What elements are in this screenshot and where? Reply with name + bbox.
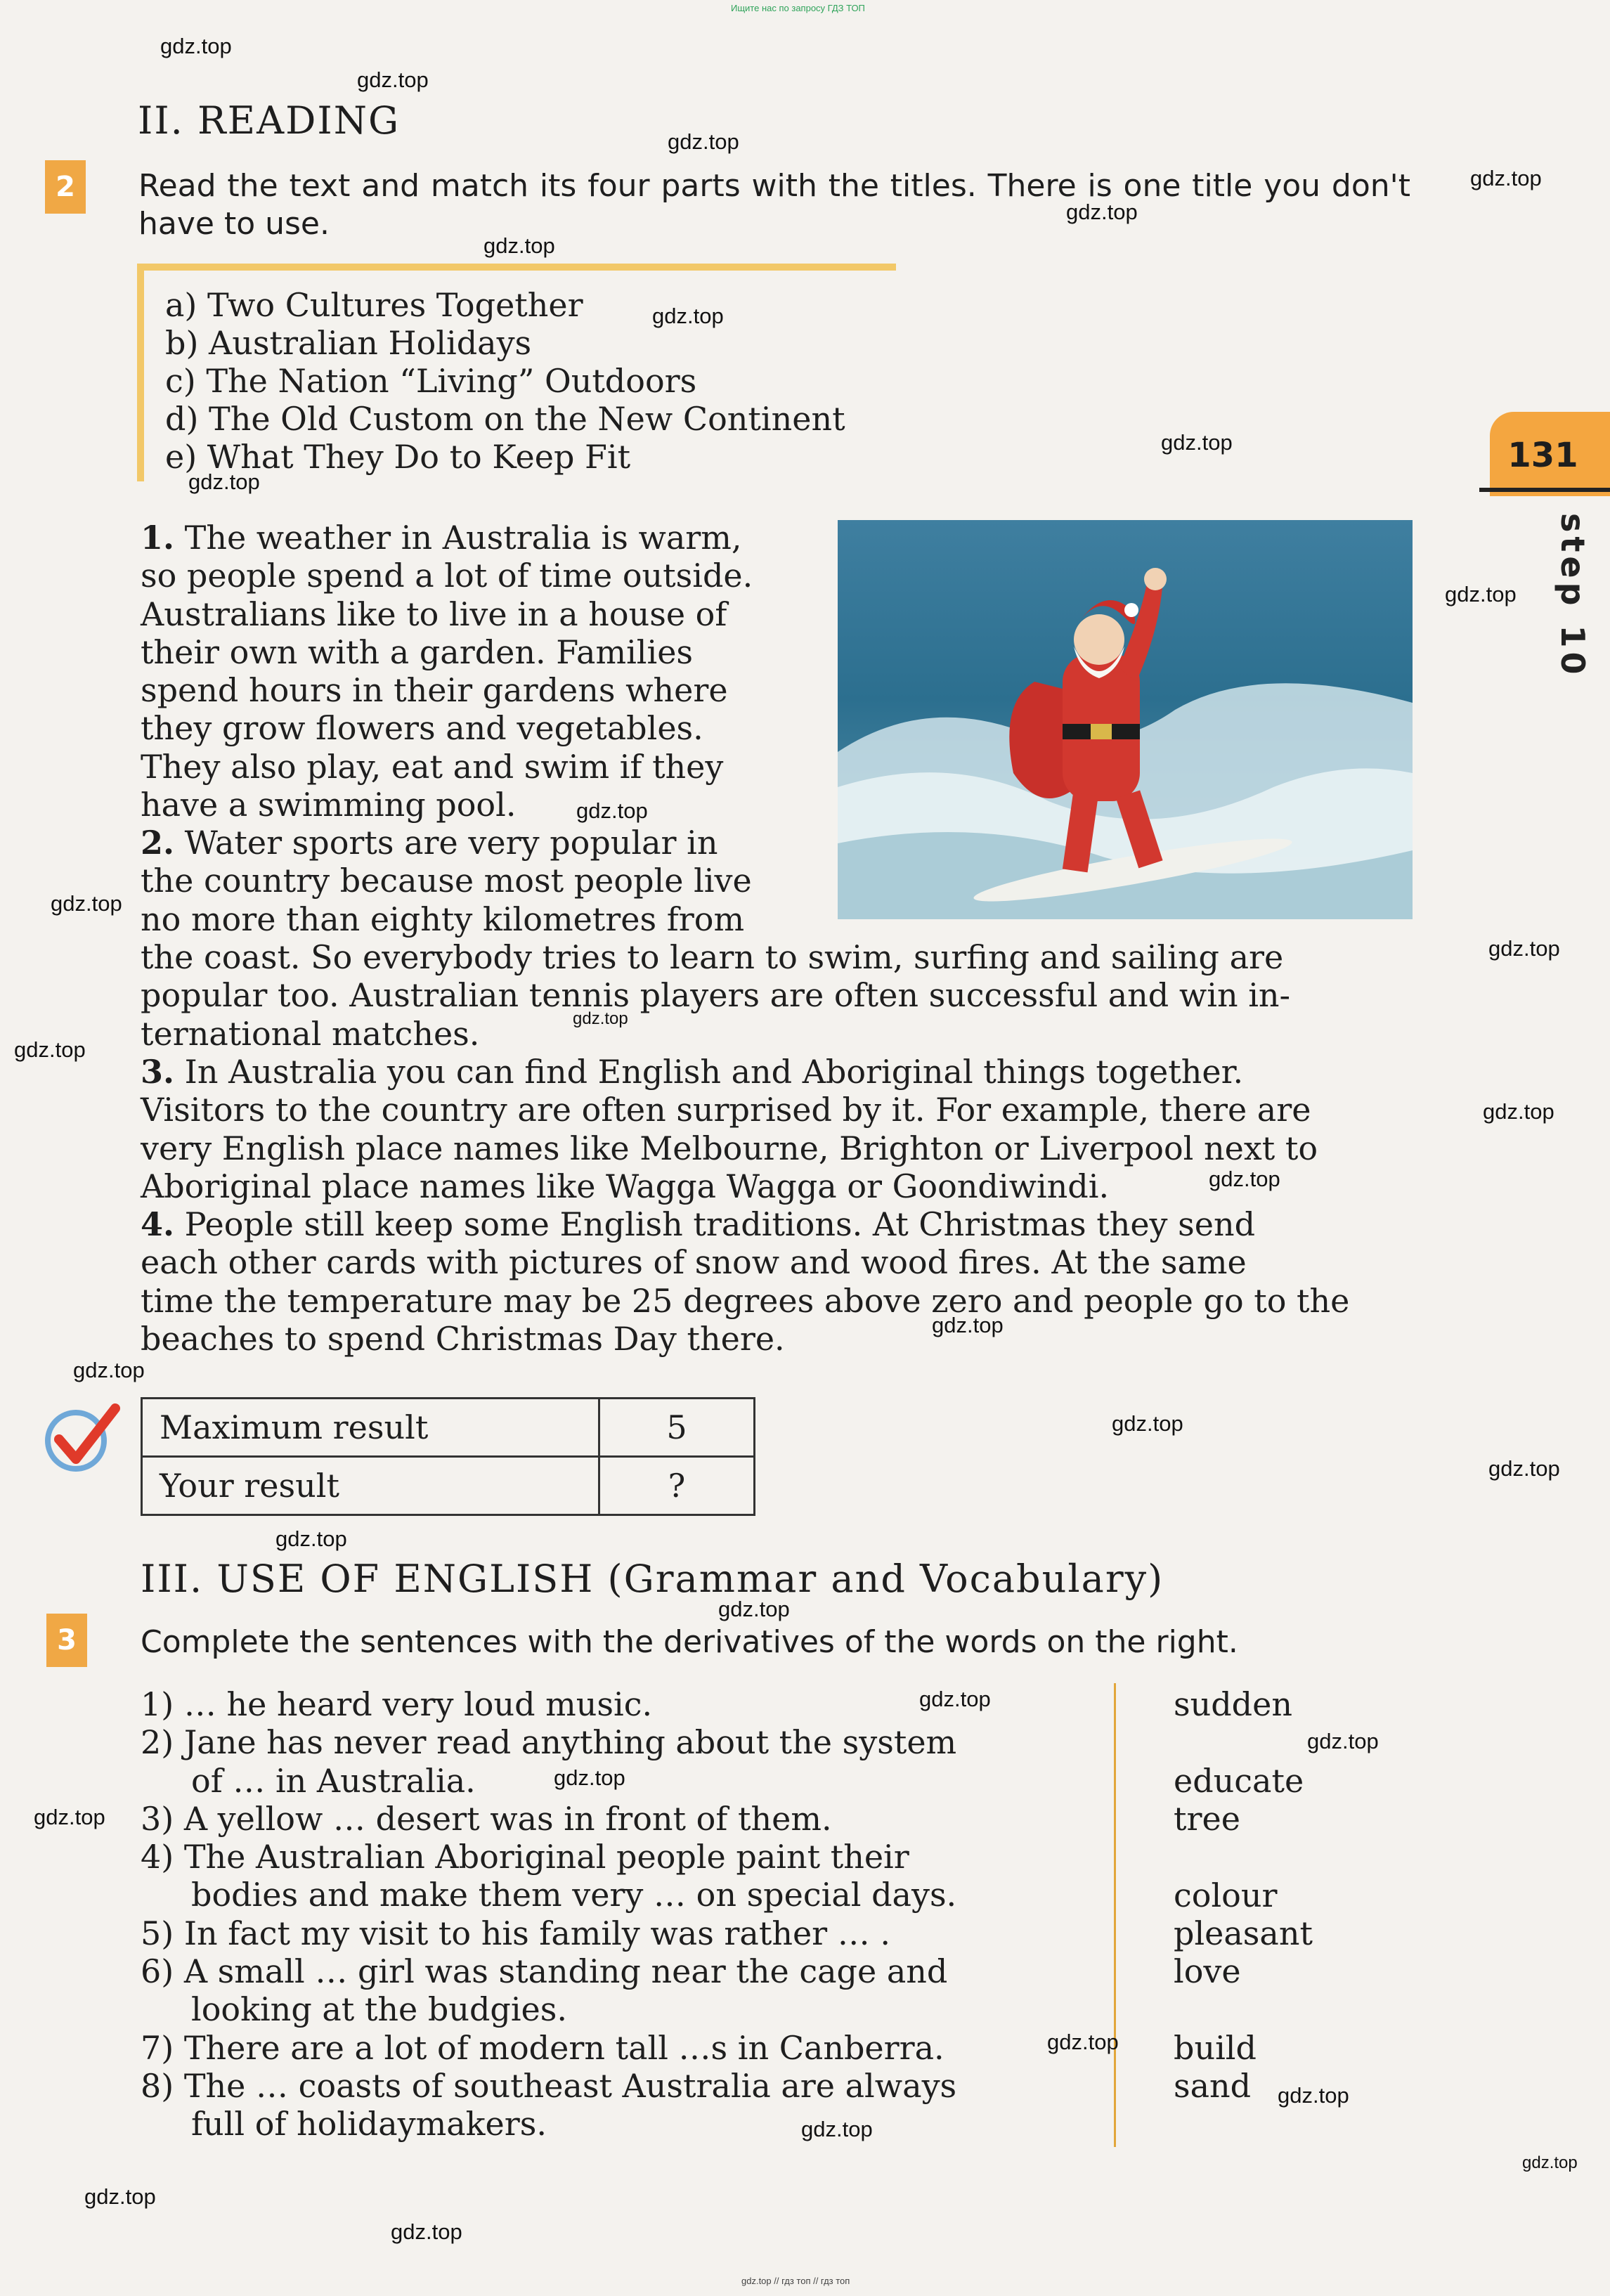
text-line: the coast. So everybody tries to learn to swim, surfing and sailing are bbox=[141, 938, 1284, 976]
text-line: very English place names like Melbourne, Brighton or Liverpool next to bbox=[141, 1129, 1318, 1167]
watermark-text: gdz.top bbox=[1047, 2030, 1119, 2054]
text-line: spend hours in their gardens where bbox=[141, 671, 728, 710]
task-number-badge: 2 bbox=[45, 160, 86, 214]
list-item-continued: full of holidaymakers. bbox=[191, 2105, 547, 2143]
titles-box bbox=[137, 264, 896, 481]
text-line: time the temperature may be 25 degrees above zero and people go to the bbox=[141, 1281, 1350, 1320]
reading-instruction: Read the text and match its four parts with the titles. There is one title you don't have to use. bbox=[138, 168, 1410, 242]
list-item: 2) Jane has never read anything about the system bbox=[141, 1723, 957, 1762]
title-option: d) The Old Custom on the New Continent bbox=[165, 400, 845, 438]
list-item-continued: bodies and make them very … on special days. bbox=[191, 1876, 957, 1914]
watermark-text: gdz.top bbox=[718, 1597, 790, 1621]
watermark-text: gdz.top bbox=[391, 2219, 462, 2244]
table-row bbox=[142, 1457, 755, 1515]
text-line: The weather in Australia is warm, bbox=[184, 519, 742, 557]
column-divider bbox=[1114, 1683, 1116, 2147]
watermark-text: gdz.top bbox=[1307, 1729, 1379, 1753]
word-sudden: sudden bbox=[1174, 1685, 1292, 1723]
paragraph-2-continued bbox=[141, 938, 1413, 1053]
watermark-text: gdz.top bbox=[932, 1313, 1004, 1337]
paragraph-number: 2. bbox=[141, 824, 175, 862]
use-of-english-instruction: Complete the sentences with the derivatives of the words on the right. bbox=[141, 1624, 1238, 1660]
watermark-text: gdz.top bbox=[73, 1358, 145, 1382]
title-option: b) Australian Holidays bbox=[165, 324, 532, 362]
text-line: no more than eighty kilometres from bbox=[141, 900, 745, 938]
watermark-text: gdz.top bbox=[576, 798, 648, 823]
list-item: 5) In fact my visit to his family was rather … . bbox=[141, 1914, 891, 1952]
text-line: popular too. Australian tennis players are often successful and win in- bbox=[141, 976, 1291, 1015]
word-educate: educate bbox=[1174, 1762, 1304, 1800]
table-row bbox=[142, 1399, 755, 1457]
watermark-text: gdz.top bbox=[1522, 2153, 1578, 2172]
list-item-continued: looking at the budgies. bbox=[191, 1990, 567, 2029]
your-result-label: Your result bbox=[142, 1457, 599, 1515]
list-item: 1) … he heard very loud music. bbox=[141, 1685, 653, 1723]
watermark-text: gdz.top bbox=[573, 1009, 628, 1028]
watermark-text: gdz.top bbox=[1161, 430, 1233, 455]
bottom-note: gdz.top // гдз топ // гдз топ bbox=[741, 2276, 850, 2286]
list-item: 4) The Australian Aboriginal people paint their bbox=[141, 1838, 909, 1876]
text-line: People still keep some English traditions. At Christmas they send bbox=[184, 1205, 1256, 1243]
text-line: have a swimming pool. bbox=[141, 786, 517, 824]
paragraph-4 bbox=[141, 1205, 1413, 1358]
word-sand: sand bbox=[1174, 2067, 1252, 2105]
watermark-text: gdz.top bbox=[51, 891, 122, 916]
paragraph-number: 4. bbox=[141, 1205, 175, 1243]
watermark-text: gdz.top bbox=[652, 304, 724, 328]
text-line: their own with a garden. Families bbox=[141, 633, 694, 671]
task-number-badge: 3 bbox=[46, 1614, 87, 1667]
text-line: each other cards with pictures of snow and wood fires. At the same bbox=[141, 1243, 1247, 1282]
title-option: a) Two Cultures Together bbox=[165, 286, 583, 324]
max-result-value: 5 bbox=[599, 1399, 755, 1457]
reading-heading: II. READING bbox=[138, 98, 401, 143]
paragraph-number: 1. bbox=[141, 519, 175, 557]
watermark-text: gdz.top bbox=[1488, 936, 1560, 961]
list-item: 8) The … coasts of southeast Australia are always bbox=[141, 2066, 957, 2105]
your-result-value[interactable]: ? bbox=[599, 1457, 755, 1515]
watermark-text: gdz.top bbox=[1209, 1167, 1280, 1191]
text-line: They also play, eat and swim if they bbox=[141, 747, 724, 786]
title-option: e) What They Do to Keep Fit bbox=[165, 438, 631, 476]
text-line: beaches to spend Christmas Day there. bbox=[141, 1319, 785, 1358]
word-tree: tree bbox=[1174, 1800, 1240, 1838]
watermark-text: gdz.top bbox=[1066, 200, 1138, 224]
paragraph-2 bbox=[141, 824, 798, 938]
watermark-text: gdz.top bbox=[1488, 1456, 1560, 1481]
result-table bbox=[141, 1397, 755, 1516]
use-of-english-heading: III. USE OF ENGLISH (Grammar and Vocabulary) bbox=[141, 1557, 1164, 1601]
page-tab-divider bbox=[1479, 488, 1610, 492]
watermark-text: gdz.top bbox=[275, 1526, 347, 1551]
text-line: ternational matches. bbox=[141, 1014, 480, 1053]
text-line: In Australia you can find English and Aboriginal things together. bbox=[184, 1053, 1244, 1091]
text-line: so people spend a lot of time outside. bbox=[141, 557, 753, 595]
max-result-label: Maximum result bbox=[142, 1399, 599, 1457]
checkmark-icon bbox=[42, 1399, 126, 1476]
watermark-text: gdz.top bbox=[84, 2184, 156, 2209]
title-option: c) The Nation “Living” Outdoors bbox=[165, 362, 697, 400]
paragraph-number: 3. bbox=[141, 1053, 175, 1091]
text-line: Aboriginal place names like Wagga Wagga or Goondiwindi. bbox=[141, 1167, 1110, 1205]
watermark-text: gdz.top bbox=[1445, 582, 1517, 607]
text-line: Water sports are very popular in bbox=[184, 824, 718, 862]
watermark-text: gdz.top bbox=[14, 1037, 86, 1062]
watermark-text: gdz.top bbox=[801, 2117, 873, 2141]
list-item-continued: of … in Australia. bbox=[191, 1761, 476, 1800]
exercise-list bbox=[141, 1685, 1096, 2143]
word-pleasant: pleasant bbox=[1174, 1914, 1313, 1952]
word-love: love bbox=[1174, 1952, 1241, 1990]
list-item: 3) A yellow … desert was in front of them. bbox=[141, 1799, 832, 1838]
paragraph-1 bbox=[141, 519, 798, 824]
text-line: Visitors to the country are often surprised by it. For example, there are bbox=[141, 1091, 1311, 1129]
word-colour: colour bbox=[1174, 1876, 1278, 1914]
watermark-text: gdz.top bbox=[1483, 1099, 1554, 1124]
watermark-text: gdz.top bbox=[188, 469, 260, 494]
list-item: 7) There are a lot of modern tall …s in Canberra. bbox=[141, 2028, 944, 2067]
text-line: the country because most people live bbox=[141, 862, 752, 900]
text-line: they grow flowers and vegetables. bbox=[141, 709, 703, 748]
watermark-text: gdz.top bbox=[357, 67, 429, 92]
watermark-text: gdz.top bbox=[483, 233, 555, 258]
top-note: Ищите нас по запросу ГДЗ ТОП bbox=[731, 3, 865, 13]
santa-surfing-photo bbox=[838, 520, 1413, 919]
list-item: 6) A small … girl was standing near the cage and bbox=[141, 1952, 948, 1991]
step-label: step 10 bbox=[1554, 513, 1592, 679]
watermark-text: gdz.top bbox=[1278, 2083, 1349, 2108]
watermark-text: gdz.top bbox=[34, 1805, 105, 1829]
word-build: build bbox=[1174, 2029, 1257, 2067]
text-line: Australians like to live in a house of bbox=[141, 595, 727, 633]
watermark-text: gdz.top bbox=[1112, 1411, 1183, 1436]
page-number: 131 bbox=[1507, 436, 1578, 475]
watermark-text: gdz.top bbox=[668, 129, 739, 154]
watermark-text: gdz.top bbox=[919, 1687, 991, 1711]
watermark-text: gdz.top bbox=[554, 1765, 625, 1790]
watermark-text: gdz.top bbox=[1470, 166, 1542, 190]
watermark-text: gdz.top bbox=[160, 34, 232, 58]
